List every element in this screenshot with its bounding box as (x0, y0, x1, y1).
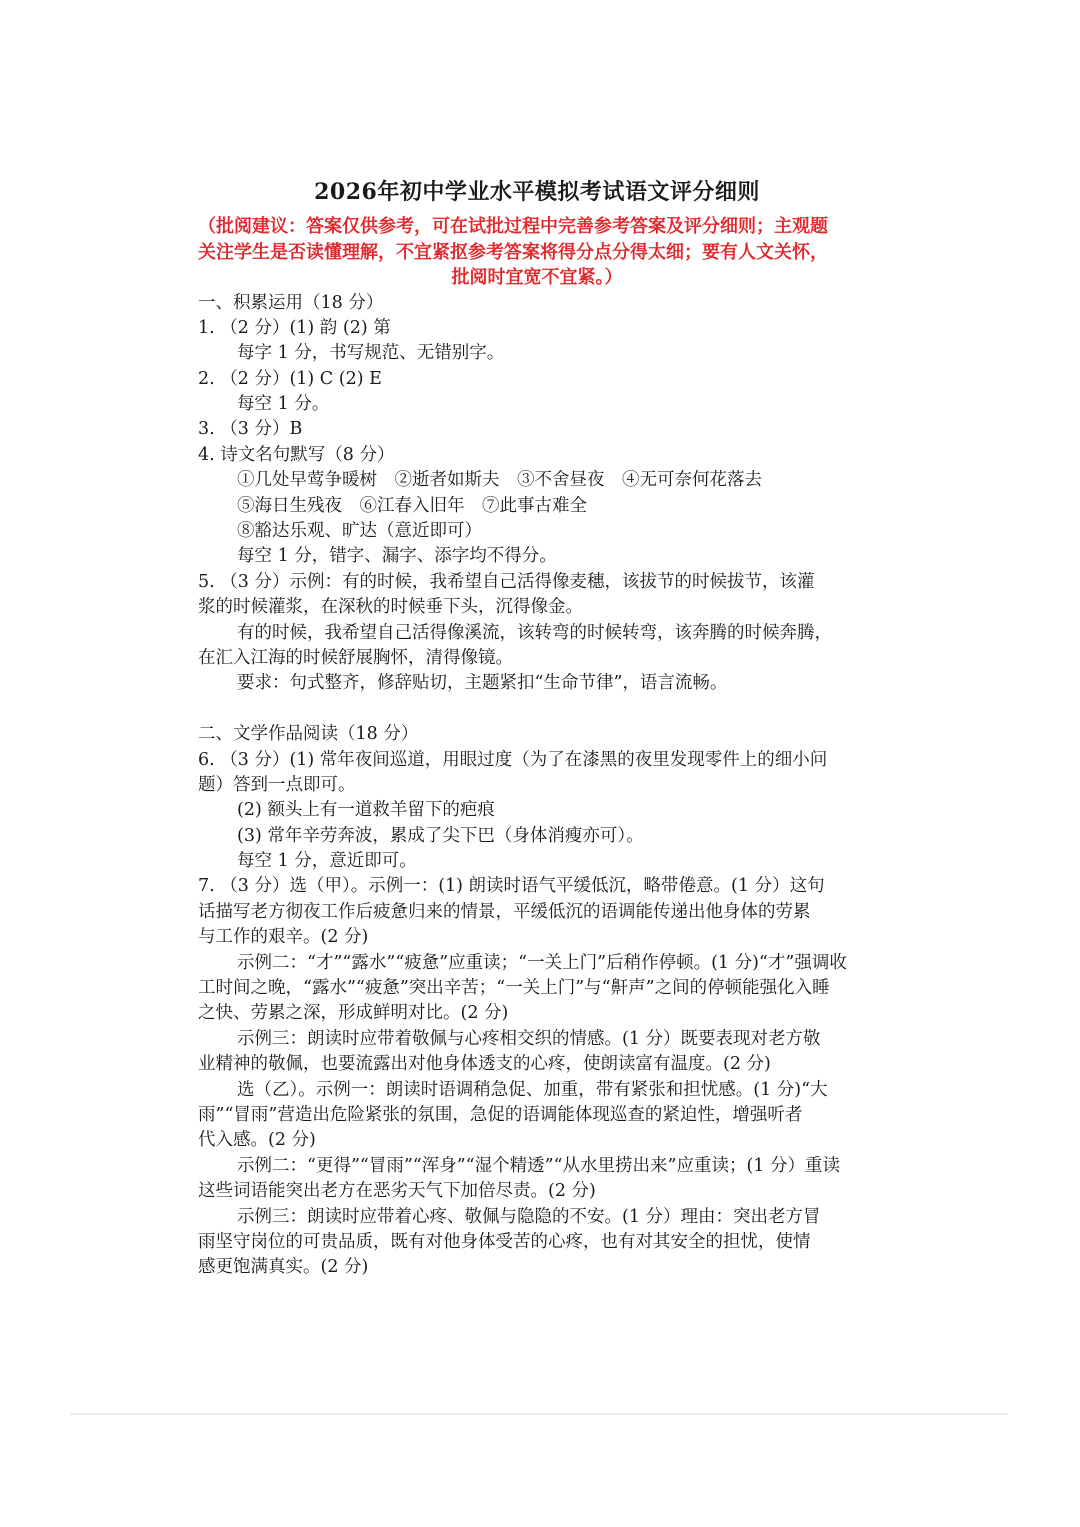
note-line-3: 批阅时宜宽不宜紧。） (451, 267, 623, 288)
answer-line: 在汇入江海的时候舒展胸怀，清得像镜。 (198, 647, 513, 668)
answer-line: ①几处早莺争暖树 ②逝者如斯夫 ③不舍昼夜 ④无可奈何花落去 (237, 470, 762, 491)
note-line-1: （批阅建议：答案仅供参考，可在试批过程中完善参考答案及评分细则；主观题 (198, 216, 828, 237)
note-line-2: 关注学生是否读懂理解，不宜紧抠参考答案将得分点分得太细；要有人文关怀， (198, 241, 828, 263)
answer-line: (3) 常年辛劳奔波，累成了尖下巴（身体消瘦亦可）。 (237, 825, 644, 846)
answer-line: 示例二：“才”“露水”“疲惫”应重读；“一关上门”后稍作停顿。(1 分)“才”强调收 (237, 952, 847, 973)
answer-line: (2) 额头上有一道救羊留下的疤痕 (237, 800, 495, 821)
answer-line: 5. （3 分）示例：有的时候，我希望自己活得像麦穗，该拔节的时候拔节，该灌 (198, 571, 815, 592)
answer-line: 4. 诗文名句默写（8 分） (198, 444, 395, 465)
answer-line: 每字 1 分，书写规范、无错别字。 (237, 343, 505, 364)
answer-line: 1. （2 分）(1) 韵 (2) 第 (198, 317, 391, 338)
answer-line: 代入感。(2 分) (198, 1130, 316, 1151)
answer-line: 雨”“冒雨”营造出危险紧张的氛围，急促的语调能体现巡查的紧迫性，增强听者 (198, 1105, 803, 1125)
scoring-document (198, 172, 876, 1281)
answer-line: 选（乙）。示例一：朗读时语调稍急促、加重，带有紧张和担忧感。(1 分)“大 (237, 1079, 828, 1100)
answer-line: 7. （3 分）选（甲）。示例一：(1) 朗读时语气平缓低沉，略带倦意。(1 分）这句 (198, 876, 825, 897)
answer-line: 示例二：“更得”“冒雨”“浑身”“湿个精透”“从水里捞出来”应重读；(1 分）重读 (237, 1155, 840, 1176)
answer-line: 感更饱满真实。(2 分) (198, 1257, 369, 1278)
answer-line: 每空 1 分，意近即可。 (237, 851, 417, 872)
document-title: 2026年初中学业水平模拟考试语文评分细则 (314, 179, 760, 205)
answer-line: 题）答到一点即可。 (198, 774, 356, 795)
answer-line: 2. （2 分）(1) C (2) E (198, 368, 382, 389)
answer-line: 工时间之晚，“露水”“疲惫”突出辛苦；“一关上门”与“鼾声”之间的停顿能强化入睡 (198, 978, 830, 999)
blank-line (198, 697, 876, 722)
answer-line: ⑤海日生残夜 ⑥江春入旧年 ⑦此事古难全 (237, 495, 587, 516)
answer-line: 业精神的敬佩，也要流露出对他身体透支的心疼，使朗读富有温度。(2 分) (198, 1054, 771, 1075)
answer-line: 雨坚守岗位的可贵品质，既有对他身体受苦的心疼，也有对其安全的担忧，使情 (198, 1231, 811, 1252)
grading-note (198, 214, 876, 291)
document-body (198, 291, 876, 1281)
answer-line: 3. （3 分）B (198, 419, 303, 440)
answer-line: 与工作的艰辛。(2 分) (198, 927, 369, 948)
answer-line: 要求：句式整齐，修辞贴切，主题紧扣“生命节律”，语言流畅。 (237, 673, 728, 694)
answer-line: 示例三：朗读时应带着心疼、敬佩与隐隐的不安。(1 分）理由：突出老方冒 (237, 1206, 821, 1227)
answer-line: 示例三：朗读时应带着敬佩与心疼相交织的情感。(1 分）既要表现对老方敬 (237, 1028, 821, 1049)
answer-line: ⑧豁达乐观、旷达（意近即可） (237, 521, 482, 542)
answer-line: 6. （3 分）(1) 常年夜间巡道，用眼过度（为了在漆黑的夜里发现零件上的细小问 (198, 749, 828, 770)
answer-line: 有的时候，我希望自己活得像溪流，该转弯的时候转弯，该奔腾的时候奔腾， (237, 622, 832, 643)
answer-line: 之快、劳累之深，形成鲜明对比。(2 分) (198, 1003, 509, 1024)
answer-line: 浆的时候灌浆，在深秋的时候垂下头，沉得像金。 (198, 597, 583, 618)
answer-line: 每空 1 分。 (237, 394, 330, 415)
answer-line: 这些词语能突出老方在恶劣天气下加倍尽责。(2 分) (198, 1181, 596, 1202)
section-heading-2: 二、文学作品阅读（18 分） (198, 724, 419, 745)
answer-line: 话描写老方彻夜工作后疲惫归来的情景，平缓低沉的语调能传递出他身体的劳累 (198, 901, 811, 922)
section-heading-1: 一、积累运用（18 分） (198, 292, 384, 313)
answer-line: 每空 1 分，错字、漏字、添字均不得分。 (237, 546, 557, 567)
page-bottom-rule (70, 1413, 1008, 1415)
